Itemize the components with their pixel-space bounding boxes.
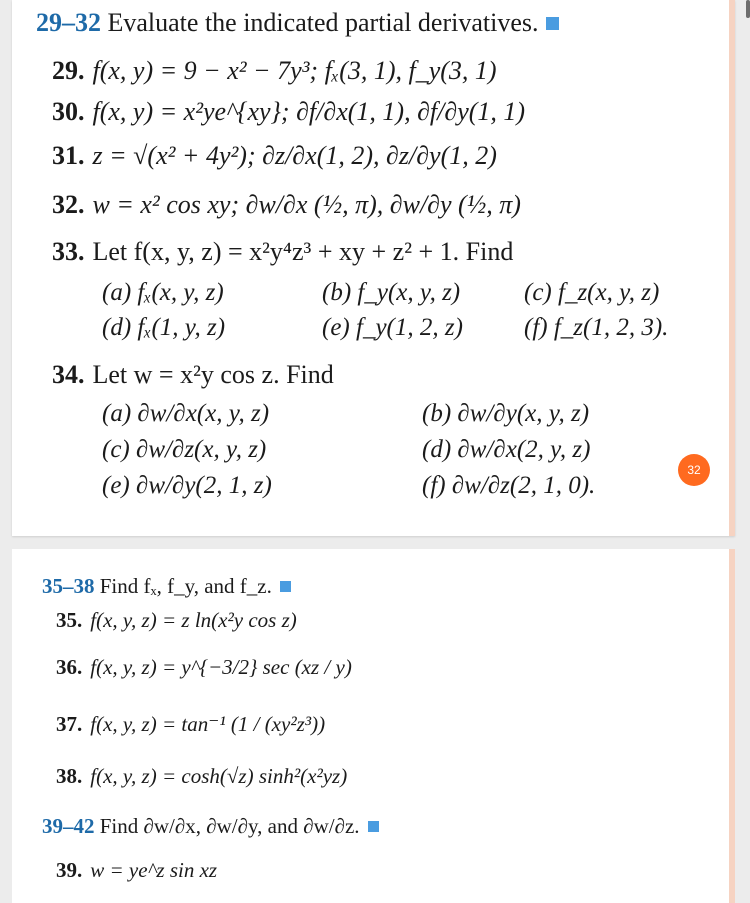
problem-37: 37. f(x, y, z) = tan⁻¹ (1 / (xy²z³))	[56, 712, 326, 736]
p34-part-c: (c) ∂w/∂z(x, y, z)	[102, 436, 267, 463]
exercise-card-bottom	[12, 549, 735, 903]
problem-34: 34. Let w = x²y cos z. Find	[52, 360, 334, 389]
problem-35: 35. f(x, y, z) = z ln(x²y cos z)	[56, 608, 297, 632]
problem-38: 38. f(x, y, z) = cosh(√z) sinh²(x²yz)	[56, 764, 348, 788]
p34-part-b: (b) ∂w/∂y(x, y, z)	[422, 400, 590, 427]
square-marker-icon	[546, 17, 559, 30]
problem-32: 32. w = x² cos xy; ∂w/∂x (½, π), ∂w/∂y (½, π)	[52, 190, 521, 219]
scrollbar-thumb[interactable]	[746, 0, 750, 18]
p33-part-c: (c) f_z(x, y, z)	[524, 279, 660, 306]
problem-36: 36. f(x, y, z) = y^{−3/2} sec (xz / y)	[56, 655, 352, 679]
problem-39: 39. w = ye^z sin xz	[56, 858, 218, 882]
problem-33: 33. Let f(x, y, z) = x²y⁴z³ + xy + z² + 1. Find	[52, 237, 514, 266]
section-heading-35-38: 35–38 Find fₓ, f_y, and f_z.	[42, 571, 291, 601]
p33-part-b: (b) f_y(x, y, z)	[322, 279, 461, 306]
p33-part-d: (d) fₓ(1, y, z)	[102, 314, 226, 341]
exercise-card-top	[12, 0, 735, 536]
problem-29: 29. f(x, y) = 9 − x² − 7y³; fₓ(3, 1), f_y(3, 1)	[52, 56, 497, 85]
p34-part-a: (a) ∂w/∂x(x, y, z)	[102, 400, 270, 427]
section-heading-39-42: 39–42 Find ∂w/∂x, ∂w/∂y, and ∂w/∂z.	[42, 811, 379, 841]
problem-31: 31. z = √(x² + 4y²); ∂z/∂x(1, 2), ∂z/∂y(1, 2)	[52, 141, 497, 170]
p33-part-f: (f) f_z(1, 2, 3).	[524, 314, 669, 341]
problem-30: 30. f(x, y) = x²ye^{xy}; ∂f/∂x(1, 1), ∂f/∂y(1, 1)	[52, 97, 526, 126]
p34-part-d: (d) ∂w/∂x(2, y, z)	[422, 436, 591, 463]
p34-part-e: (e) ∂w/∂y(2, 1, z)	[102, 472, 272, 499]
page-number-badge[interactable]: 32	[678, 454, 710, 486]
heading-text: Evaluate the indicated partial derivatives.	[107, 8, 539, 37]
heading-range: 29–32	[36, 8, 101, 37]
section-heading-29-32	[36, 8, 559, 38]
p34-part-f: (f) ∂w/∂z(2, 1, 0).	[422, 472, 596, 499]
square-marker-icon	[280, 581, 291, 592]
p33-part-e: (e) f_y(1, 2, z)	[322, 314, 463, 341]
square-marker-icon	[368, 821, 379, 832]
p33-part-a: (a) fₓ(x, y, z)	[102, 279, 224, 306]
